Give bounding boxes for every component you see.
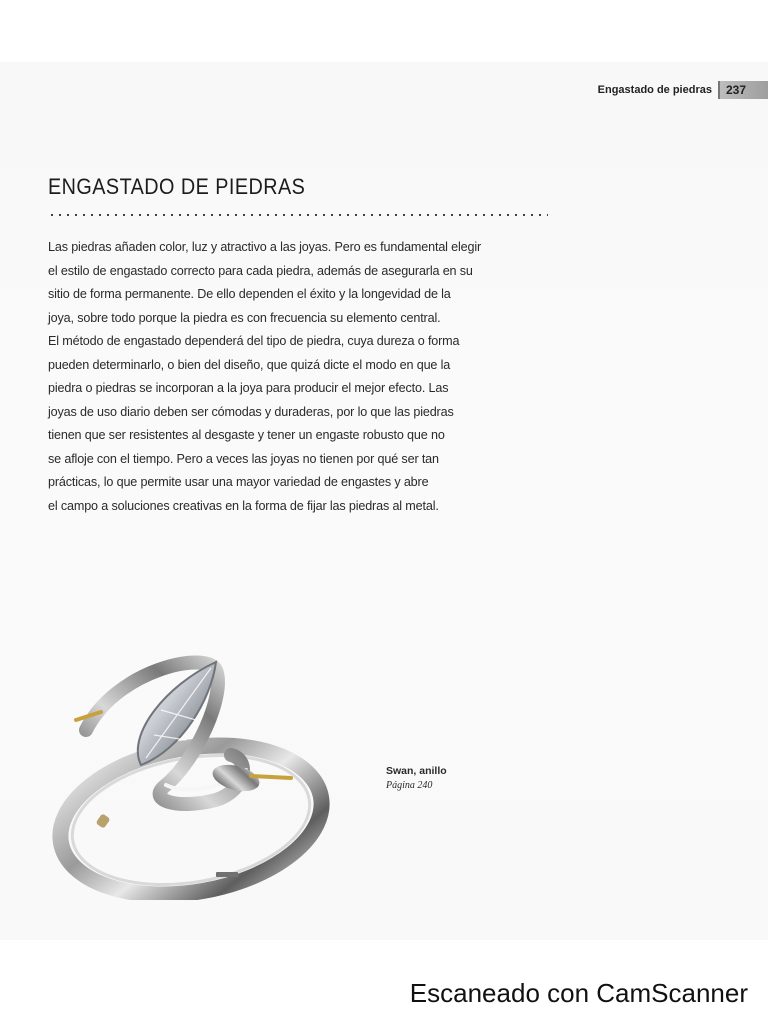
body-line: el estilo de engastado correcto para cada piedra, además de asegurarla en su (48, 263, 473, 278)
running-header (598, 80, 768, 100)
body-line: piedra o piedras se incorporan a la joya para producir el mejor efecto. Las (48, 381, 449, 395)
body-line: pueden determinarlo, o bien del diseño, que quizá dicte el modo en que la (48, 357, 451, 372)
body-line: sitio de forma permanente. De ello dependen el éxito y la longevidad de la (48, 287, 451, 301)
body-line: joyas de uso diario deben ser cómodas y duraderas, por lo que las piedras (48, 404, 454, 419)
body-line: prácticas, lo que permite usar una mayor variedad de engastes y abre (48, 475, 429, 489)
dotted-divider (48, 213, 548, 217)
caption-page-ref: Página 240 (386, 780, 433, 791)
body-line: joya, sobre todo porque la piedra es con frecuencia su elemento central. (48, 310, 441, 325)
running-title: Engastado de piedras (597, 84, 712, 96)
body-line: El método de engastado dependerá del tipo de piedra, cuya dureza o forma (48, 334, 460, 348)
scan-margin-top (0, 0, 768, 62)
page-number: 237 (718, 81, 768, 99)
body-line: el campo a soluciones creativas en la forma de fijar las piedras al metal. (48, 498, 439, 513)
body-line: tienen que ser resistentes al desgaste y tener un engaste robusto que no (48, 428, 445, 442)
ring-photo (46, 650, 336, 900)
caption-title: Swan, anillo (386, 765, 447, 777)
body-line: se afloje con el tiempo. Pero a veces las joyas no tienen por qué ser tan (48, 451, 439, 466)
camscanner-watermark: Escaneado con CamScanner (409, 978, 748, 1008)
figure-caption (386, 765, 447, 791)
body-line: Las piedras añaden color, luz y atractivo a las joyas. Pero es fundamental elegir (48, 240, 482, 254)
body-paragraph (48, 236, 548, 518)
section-title: ENGASTADO DE PIEDRAS (48, 174, 306, 199)
